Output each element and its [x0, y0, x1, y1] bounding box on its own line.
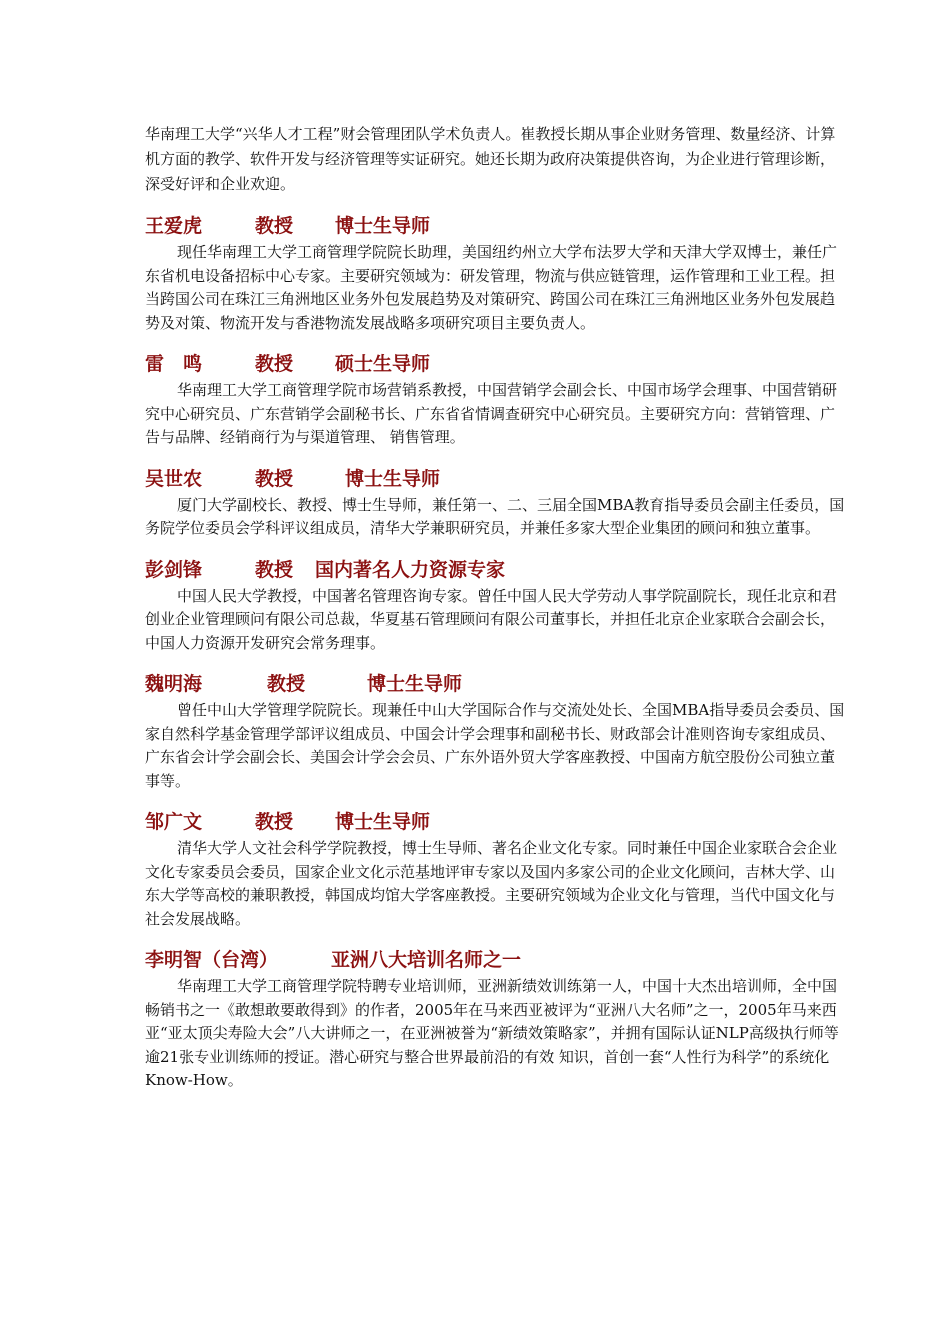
profile-name: 王爱虎 [145, 215, 203, 237]
intro-paragraph: 华南理工大学“兴华人才工程”财会管理团队学术负责人。崔教授长期从事企业财务管理、数量经济、计算机方面的教学、软件开发与经济管理等实证研究。她还长期为政府决策提供咨询，为企业进行管理诊断，深受好评和企业欢迎。 [145, 125, 836, 193]
profile-title: 教授 [255, 215, 294, 237]
profile-header [145, 947, 845, 973]
profile-role: 硕士生导师 [335, 353, 431, 375]
profile-header [145, 466, 845, 492]
profile-name: 邹广文 [145, 811, 203, 833]
profile-bio: 曾任中山大学管理学院院长。现兼任中山大学国际合作与交流处处长、全国MBA指导委员会委员、国家自然科学基金管理学部评议组成员、中国会计学会理事和副秘书长、财政部会计准则咨询专家组成员、广东省会计学会副会长、美国会计学会会员、广东外语外贸大学客座教授、中国南方航空股份公司独立董事等。 [145, 701, 845, 790]
profile-name: 雷 鸣 [145, 353, 203, 375]
profile-title: 教授 [255, 353, 294, 375]
profile-name: 吴世农 [145, 467, 203, 490]
profile-wei-minghai [145, 671, 845, 793]
profile-wang-aihu [145, 213, 845, 335]
profile-bio: 中国人民大学教授，中国著名管理咨询专家。曾任中国人民大学劳动人事学院副院长，现任北京和君创业企业管理顾问有限公司总裁，华夏基石管理顾问有限公司董事长，并担任北京企业家联合会副会长，中国人力资源开发研究会常务理事。 [145, 586, 838, 652]
profile-header [145, 671, 845, 697]
profile-title: 教授 [255, 558, 294, 581]
profile-role: 亚洲八大培训名师之一 [331, 949, 522, 971]
profile-role: 国内著名人力资源专家 [315, 558, 506, 581]
profile-role: 博士生导师 [367, 673, 463, 695]
profile-wu-shinong [145, 466, 845, 541]
profile-title: 教授 [255, 811, 294, 833]
profile-lei-ming [145, 351, 845, 450]
profile-peng-jianfeng [145, 557, 845, 656]
profile-title: 教授 [255, 467, 294, 490]
profile-name: 彭剑锋 [145, 558, 203, 581]
profile-bio: 厦门大学副校长、教授、博士生导师，兼任第一、二、三届全国MBA教育指导委员会副主任委员，国务院学位委员会学科评议组成员，清华大学兼职研究员，并兼任多家大型企业集团的顾问和独立董事。 [145, 495, 845, 537]
profile-bio: 华南理工大学工商管理学院特聘专业培训师，亚洲新绩效训练第一人，中国十大杰出培训师，全中国畅销书之一《敢想敢要敢得到》的作者，2005年在马来西亚被评为“亚洲八大名师”之一，2005年马来西亚“亚太顶尖寿险大会”八大讲师之一，在亚洲被誉为“新绩效策略家”，并拥有国际认证NLP高级执行师等逾21张专业训练师的授证。潜心研究与整合世界最前沿的有效 知识，首创一套“人性行为科学”的系统化Know-How。 [145, 977, 839, 1089]
profile-header [145, 351, 845, 377]
document-page [145, 122, 845, 1109]
profile-name: 李明智（台湾） [145, 949, 279, 971]
profile-li-mingzhi [145, 947, 845, 1093]
profile-header [145, 809, 845, 835]
profile-role: 博士生导师 [345, 467, 441, 490]
profile-bio: 清华大学人文社会科学学院教授，博士生导师、著名企业文化专家。同时兼任中国企业家联合会企业文化专家委员会委员，国家企业文化示范基地评审专家以及国内多家公司的企业文化顾问，吉林大学、山东大学等高校的兼职教授，韩国成均馆大学客座教授。主要研究领域为企业文化与管理，当代中国文化与社会发展战略。 [145, 839, 838, 928]
profile-bio: 现任华南理工大学工商管理学院院长助理，美国纽约州立大学布法罗大学和天津大学双博士，兼任广东省机电设备招标中心专家。主要研究领域为：研发管理，物流与供应链管理，运作管理和工业工程。担当跨国公司在珠江三角洲地区业务外包发展趋势及对策研究、跨国公司在珠江三角洲地区业务外包发展趋势及对策、物流开发与香港物流发展战略多项研究项目主要负责人。 [145, 243, 838, 332]
profile-role: 博士生导师 [335, 811, 431, 833]
profile-zou-guangwen [145, 809, 845, 931]
profile-header [145, 557, 845, 583]
profile-role: 博士生导师 [335, 215, 431, 237]
profile-title: 教授 [267, 673, 306, 695]
profile-name: 魏明海 [145, 673, 203, 695]
profile-header [145, 213, 845, 239]
profile-bio: 华南理工大学工商管理学院市场营销系教授，中国营销学会副会长、中国市场学会理事、中国营销研究中心研究员、广东营销学会副秘书长、广东省省情调查研究中心研究员。主要研究方向：营销管理、广告与品牌、经销商行为与渠道管理、 销售管理。 [145, 381, 838, 446]
